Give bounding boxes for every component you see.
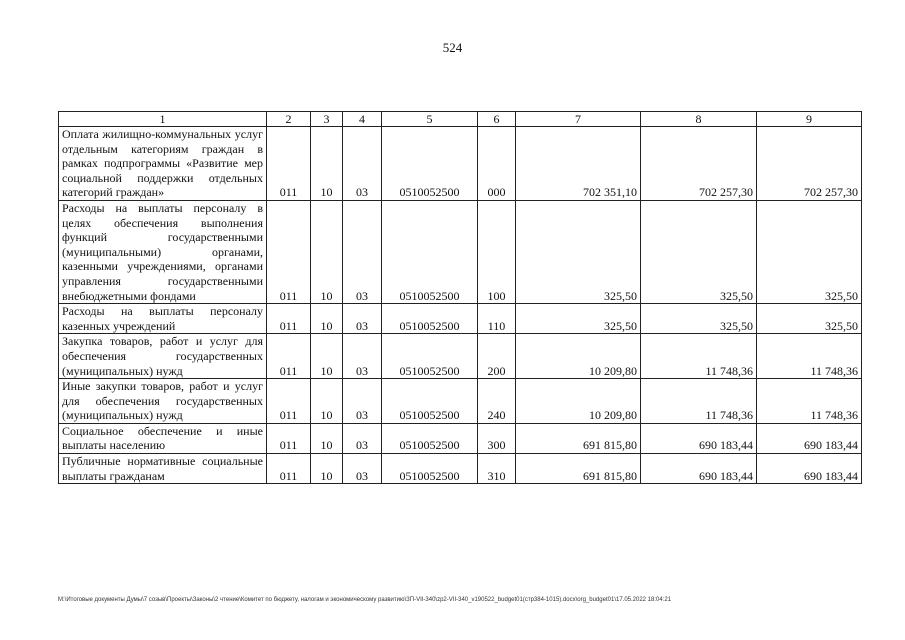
cell-section: 10 bbox=[311, 454, 343, 484]
row-description: Публичные нормативные социальные выплаты гражданам bbox=[59, 454, 267, 484]
cell-target-article: 0510052500 bbox=[382, 379, 478, 424]
cell-amount-col8: 690 183,44 bbox=[641, 454, 757, 484]
cell-amount-col7: 691 815,80 bbox=[516, 454, 641, 484]
cell-ministry-code: 011 bbox=[267, 127, 311, 201]
cell-amount-col9: 690 183,44 bbox=[757, 454, 862, 484]
cell-amount-col9: 11 748,36 bbox=[757, 379, 862, 424]
cell-ministry-code: 011 bbox=[267, 379, 311, 424]
budget-table bbox=[58, 111, 862, 484]
table-header-row bbox=[59, 112, 862, 127]
cell-amount-col8: 702 257,30 bbox=[641, 127, 757, 201]
row-description: Расходы на выплаты персоналу казенных учреждений bbox=[59, 304, 267, 334]
cell-expense-type: 240 bbox=[478, 379, 516, 424]
cell-ministry-code: 011 bbox=[267, 304, 311, 334]
cell-amount-col9: 11 748,36 bbox=[757, 334, 862, 379]
column-header: 1 bbox=[59, 112, 267, 127]
cell-target-article: 0510052500 bbox=[382, 454, 478, 484]
cell-amount-col7: 325,50 bbox=[516, 304, 641, 334]
cell-target-article: 0510052500 bbox=[382, 127, 478, 201]
cell-section: 10 bbox=[311, 127, 343, 201]
cell-amount-col7: 702 351,10 bbox=[516, 127, 641, 201]
cell-amount-col7: 10 209,80 bbox=[516, 334, 641, 379]
cell-expense-type: 100 bbox=[478, 200, 516, 303]
cell-subsection: 03 bbox=[343, 334, 382, 379]
cell-expense-type: 310 bbox=[478, 454, 516, 484]
cell-amount-col7: 10 209,80 bbox=[516, 379, 641, 424]
table-row bbox=[59, 423, 862, 453]
cell-section: 10 bbox=[311, 334, 343, 379]
table-row bbox=[59, 127, 862, 201]
cell-ministry-code: 011 bbox=[267, 200, 311, 303]
cell-amount-col8: 690 183,44 bbox=[641, 423, 757, 453]
cell-section: 10 bbox=[311, 200, 343, 303]
column-header: 4 bbox=[343, 112, 382, 127]
cell-amount-col9: 702 257,30 bbox=[757, 127, 862, 201]
table-row bbox=[59, 454, 862, 484]
cell-subsection: 03 bbox=[343, 379, 382, 424]
column-header: 3 bbox=[311, 112, 343, 127]
cell-subsection: 03 bbox=[343, 304, 382, 334]
cell-ministry-code: 011 bbox=[267, 334, 311, 379]
cell-amount-col8: 11 748,36 bbox=[641, 379, 757, 424]
column-header: 9 bbox=[757, 112, 862, 127]
table-row bbox=[59, 304, 862, 334]
cell-target-article: 0510052500 bbox=[382, 334, 478, 379]
cell-expense-type: 110 bbox=[478, 304, 516, 334]
cell-expense-type: 200 bbox=[478, 334, 516, 379]
cell-section: 10 bbox=[311, 304, 343, 334]
cell-subsection: 03 bbox=[343, 423, 382, 453]
row-description: Оплата жилищно-коммунальных услуг отдельным категориям граждан в рамках подпрограммы «Развитие мер социальной поддержки отдельных категорий граждан» bbox=[59, 127, 267, 201]
row-description: Социальное обеспечение и иные выплаты населению bbox=[59, 423, 267, 453]
cell-section: 10 bbox=[311, 379, 343, 424]
cell-subsection: 03 bbox=[343, 127, 382, 201]
cell-section: 10 bbox=[311, 423, 343, 453]
cell-subsection: 03 bbox=[343, 454, 382, 484]
cell-ministry-code: 011 bbox=[267, 423, 311, 453]
cell-target-article: 0510052500 bbox=[382, 423, 478, 453]
cell-subsection: 03 bbox=[343, 200, 382, 303]
cell-amount-col9: 690 183,44 bbox=[757, 423, 862, 453]
cell-ministry-code: 011 bbox=[267, 454, 311, 484]
cell-amount-col7: 325,50 bbox=[516, 200, 641, 303]
document-file-path: M:\Итоговые документы Думы\7 созыв\Проекты\Законы\2 чтение\Комитет по бюджету, налогам и экономическому развитию\ЗП-VII-340\zp2-VII-340_v190522_budget01(стр384-1015).docx\org_budget01\17.05.2022 18:04:21 bbox=[58, 597, 672, 603]
row-description: Расходы на выплаты персоналу в целях обеспечения выполнения функций государственными (муниципальными) органами, казенными учреждениями, органами управления государственными внебюджетными фондами bbox=[59, 200, 267, 303]
cell-amount-col9: 325,50 bbox=[757, 200, 862, 303]
cell-expense-type: 300 bbox=[478, 423, 516, 453]
column-header: 5 bbox=[382, 112, 478, 127]
column-header: 7 bbox=[516, 112, 641, 127]
cell-target-article: 0510052500 bbox=[382, 200, 478, 303]
column-header: 2 bbox=[267, 112, 311, 127]
row-description: Закупка товаров, работ и услуг для обеспечения государственных (муниципальных) нужд bbox=[59, 334, 267, 379]
column-header: 6 bbox=[478, 112, 516, 127]
cell-expense-type: 000 bbox=[478, 127, 516, 201]
table-row bbox=[59, 379, 862, 424]
page-number: 524 bbox=[442, 40, 463, 55]
column-header: 8 bbox=[641, 112, 757, 127]
cell-amount-col8: 325,50 bbox=[641, 304, 757, 334]
cell-amount-col8: 11 748,36 bbox=[641, 334, 757, 379]
table-row bbox=[59, 334, 862, 379]
cell-amount-col7: 691 815,80 bbox=[516, 423, 641, 453]
cell-amount-col8: 325,50 bbox=[641, 200, 757, 303]
cell-amount-col9: 325,50 bbox=[757, 304, 862, 334]
cell-target-article: 0510052500 bbox=[382, 304, 478, 334]
table-row bbox=[59, 200, 862, 303]
row-description: Иные закупки товаров, работ и услуг для обеспечения государственных (муниципальных) нужд bbox=[59, 379, 267, 424]
